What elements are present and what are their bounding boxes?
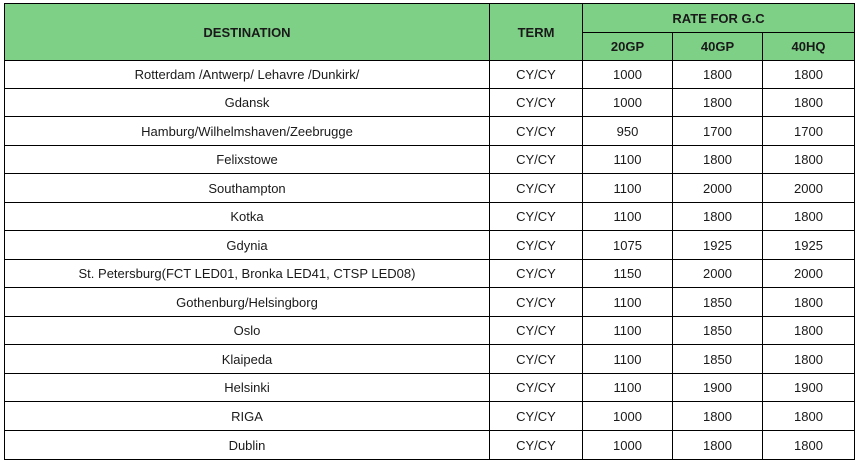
table-row xyxy=(5,117,855,146)
cell-40hq: 1800 xyxy=(763,89,855,117)
cell-destination: Gdynia xyxy=(5,231,490,260)
cell-20gp: 1000 xyxy=(583,402,673,431)
table-row xyxy=(5,61,855,89)
cell-term: CY/CY xyxy=(490,61,583,89)
table-body xyxy=(5,61,855,460)
header-rate-group: RATE FOR G.C xyxy=(583,4,855,33)
cell-term: CY/CY xyxy=(490,174,583,203)
cell-40hq: 1800 xyxy=(763,61,855,89)
cell-20gp: 1100 xyxy=(583,174,673,203)
cell-40hq: 1800 xyxy=(763,317,855,345)
cell-40hq: 2000 xyxy=(763,174,855,203)
table-row xyxy=(5,431,855,460)
header-40hq: 40HQ xyxy=(763,33,855,61)
cell-20gp: 1100 xyxy=(583,317,673,345)
table-row xyxy=(5,203,855,231)
cell-40hq: 1800 xyxy=(763,402,855,431)
cell-destination: Kotka xyxy=(5,203,490,231)
cell-destination: Helsinki xyxy=(5,374,490,402)
cell-destination: RIGA xyxy=(5,402,490,431)
cell-20gp: 1000 xyxy=(583,61,673,89)
header-20gp: 20GP xyxy=(583,33,673,61)
table-row xyxy=(5,288,855,317)
cell-term: CY/CY xyxy=(490,146,583,174)
cell-40gp: 1800 xyxy=(673,61,763,89)
cell-20gp: 950 xyxy=(583,117,673,146)
cell-20gp: 1000 xyxy=(583,89,673,117)
cell-destination: Rotterdam /Antwerp/ Lehavre /Dunkirk/ xyxy=(5,61,490,89)
cell-40gp: 1800 xyxy=(673,431,763,460)
cell-term: CY/CY xyxy=(490,203,583,231)
cell-40hq: 1800 xyxy=(763,431,855,460)
cell-40gp: 2000 xyxy=(673,260,763,288)
cell-40gp: 1800 xyxy=(673,146,763,174)
cell-destination: Southampton xyxy=(5,174,490,203)
cell-term: CY/CY xyxy=(490,89,583,117)
cell-20gp: 1100 xyxy=(583,345,673,374)
table-row xyxy=(5,89,855,117)
table-row xyxy=(5,345,855,374)
cell-20gp: 1100 xyxy=(583,146,673,174)
header-term: TERM xyxy=(490,4,583,61)
header-destination: DESTINATION xyxy=(5,4,490,61)
cell-40gp: 2000 xyxy=(673,174,763,203)
cell-40gp: 1850 xyxy=(673,288,763,317)
table-row xyxy=(5,402,855,431)
cell-destination: Oslo xyxy=(5,317,490,345)
freight-rate-table xyxy=(4,3,855,460)
table-row xyxy=(5,374,855,402)
cell-20gp: 1150 xyxy=(583,260,673,288)
cell-destination: Dublin xyxy=(5,431,490,460)
cell-40hq: 1900 xyxy=(763,374,855,402)
cell-destination: Hamburg/Wilhelmshaven/Zeebrugge xyxy=(5,117,490,146)
cell-40hq: 1925 xyxy=(763,231,855,260)
cell-20gp: 1000 xyxy=(583,431,673,460)
cell-40gp: 1925 xyxy=(673,231,763,260)
cell-destination: Klaipeda xyxy=(5,345,490,374)
cell-destination: Felixstowe xyxy=(5,146,490,174)
table-row xyxy=(5,260,855,288)
cell-term: CY/CY xyxy=(490,374,583,402)
cell-40hq: 1800 xyxy=(763,203,855,231)
table-row xyxy=(5,317,855,345)
cell-40gp: 1850 xyxy=(673,345,763,374)
cell-20gp: 1100 xyxy=(583,288,673,317)
cell-20gp: 1100 xyxy=(583,203,673,231)
cell-40gp: 1800 xyxy=(673,402,763,431)
cell-term: CY/CY xyxy=(490,431,583,460)
cell-40hq: 1800 xyxy=(763,345,855,374)
cell-term: CY/CY xyxy=(490,345,583,374)
table-row xyxy=(5,174,855,203)
cell-term: CY/CY xyxy=(490,260,583,288)
cell-40hq: 1800 xyxy=(763,288,855,317)
cell-destination: Gothenburg/Helsingborg xyxy=(5,288,490,317)
cell-40gp: 1700 xyxy=(673,117,763,146)
cell-40gp: 1800 xyxy=(673,89,763,117)
cell-term: CY/CY xyxy=(490,231,583,260)
cell-40gp: 1800 xyxy=(673,203,763,231)
table-row xyxy=(5,146,855,174)
cell-40hq: 1800 xyxy=(763,146,855,174)
cell-destination: Gdansk xyxy=(5,89,490,117)
header-40gp: 40GP xyxy=(673,33,763,61)
cell-term: CY/CY xyxy=(490,402,583,431)
cell-40hq: 1700 xyxy=(763,117,855,146)
cell-20gp: 1075 xyxy=(583,231,673,260)
cell-40gp: 1850 xyxy=(673,317,763,345)
cell-40hq: 2000 xyxy=(763,260,855,288)
cell-destination: St. Petersburg(FCT LED01, Bronka LED41, CTSP LED08) xyxy=(5,260,490,288)
table-header xyxy=(5,4,855,61)
cell-term: CY/CY xyxy=(490,317,583,345)
cell-20gp: 1100 xyxy=(583,374,673,402)
table-row xyxy=(5,231,855,260)
cell-term: CY/CY xyxy=(490,117,583,146)
cell-term: CY/CY xyxy=(490,288,583,317)
cell-40gp: 1900 xyxy=(673,374,763,402)
